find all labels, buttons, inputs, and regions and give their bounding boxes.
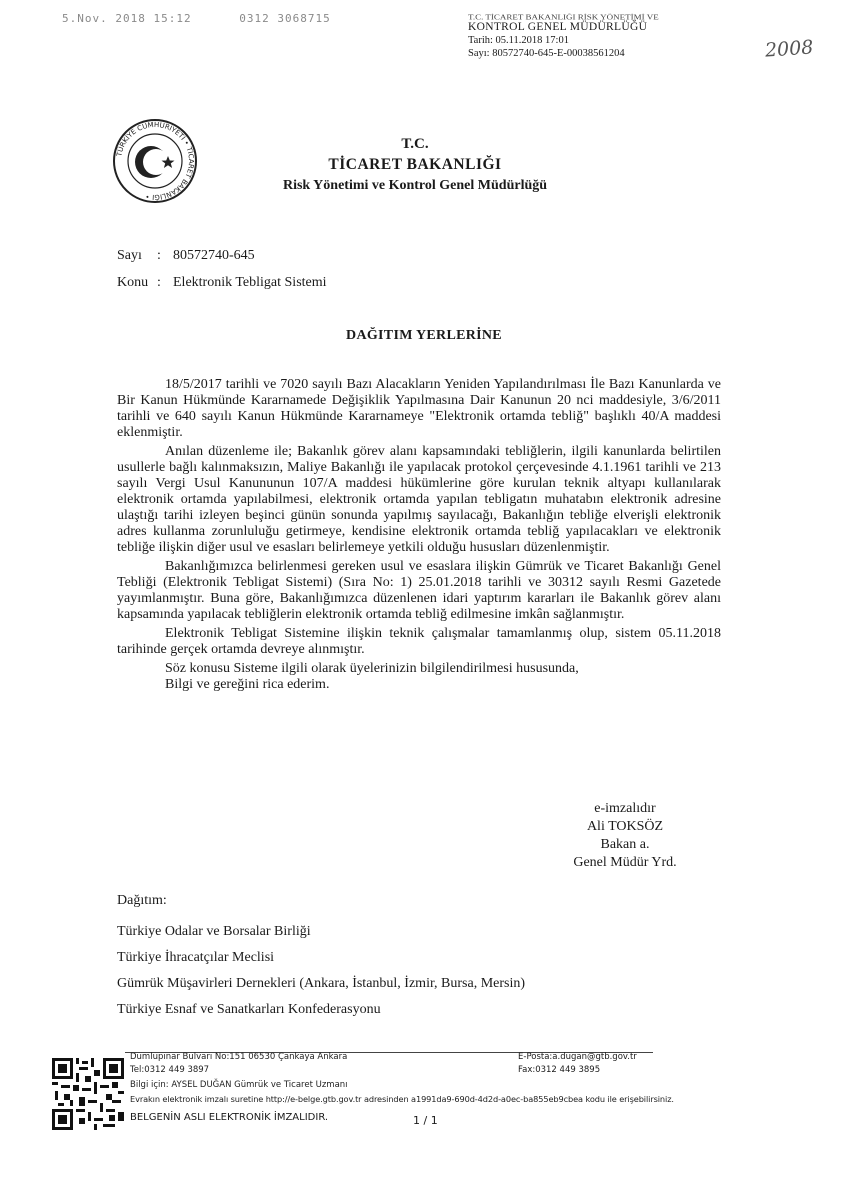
distribution-item: Gümrük Müşavirleri Dernekleri (Ankara, İstanbul, İzmir, Bursa, Mersin) (117, 976, 526, 991)
reference-label: Sayı (117, 248, 142, 263)
footer-email: E-Posta:a.dugan@gtb.gov.tr (518, 1052, 637, 1062)
distribution-item: Türkiye Odalar ve Borsalar Birliği (117, 924, 311, 939)
closing-line: Bilgi ve gereğini rica ederim. (165, 677, 330, 692)
signatory-title: Genel Müdür Yrd. (573, 855, 677, 870)
fax-date: 5.Nov. 2018 15:12 (62, 12, 192, 25)
distribution-item: Türkiye İhracatçılar Meclisi (117, 950, 275, 965)
body-paragraph: Bakanlığımızca belirlenmesi gereken usul ve esaslara ilişkin Gümrük ve Ticaret Bakanlığı Genel Tebliği (Elektronik Tebligat Sistemi) (Sıra No: 1) 25.01.2018 tarihli ve 30312 sayılı Resmi Gazetede yayımlanmıştır. Buna göre, Bakanlığımızca düzenlenen idari yaptırım kararları ile Bakanlık görev alanı kapsamında yapılacak tebliğlerin elektronik ortamda tebliğ edilmesine imkân sağlanmıştır. (117, 559, 721, 622)
fax-number: 0312 3068715 (239, 12, 331, 25)
subject-row: Konu : Elektronik Tebligat Sistemi (117, 275, 327, 290)
stamp-number: Sayı: 80572740-645-E-00038561204 (468, 48, 625, 59)
handwritten-note: 2008 (764, 36, 815, 62)
distribution-item: Türkiye Esnaf ve Sanatkarları Konfederasyonu (117, 1002, 381, 1017)
svg-text:TÜRKİYE CUMHURİYETİ • TİCARET: TÜRKİYE CUMHURİYETİ • TİCARET BAKANLIĞI • (115, 120, 196, 202)
ministry-seal-icon (112, 118, 198, 204)
signature-block (560, 800, 690, 872)
body-paragraph: Elektronik Tebligat Sistemine ilişkin teknik çalışmalar tamamlanmış olup, sistem 05.11.2018 tarihinde gerçek ortamda devreye alınmıştır. (117, 626, 721, 657)
signatory-name: Ali TOKSÖZ (586, 819, 664, 834)
recipient-title: DAĞITIM YERLERİNE (346, 328, 502, 343)
stamp-org: KONTROL GENEL MÜDÜRLÜĞÜ (468, 21, 648, 33)
stamp-cut-line: T.C. TİCARET BAKANLIĞI RİSK YÖNETİMİ VE (468, 13, 659, 21)
registry-stamp (468, 13, 659, 60)
body-paragraph: Anılan düzenleme ile; Bakanlık görev alanı kapsamındaki tebliğlerin, ilgili kanunlarda belirtilen usullerle bağlı kalınmaksızın, Maliye Bakanlığı ile yapılacak protokol çerçevesinde 4.1.1961 tarihli ve 213 sayılı Vergi Usul Kanununun 107/A maddesi hükümlerine göre kurulan teknik altyapı kullanılarak elektronik ortamda yapılabilmesi, elektronik ortamda yapılan tebligatın muhatabın elektronik adresine ulaştığı tarihi izleyen beşinci günün sonunda yapılmış sayılacağı, Bakanlığın tebliğe elverişli elektronik adres kullanma zorunluluğu getirmeye, kendisine elektronik ortamda tebliğ yapılacakları ve elektronik tebliğe ilişkin diğer usul ve esasları belirlemeye yetkili olduğu hususları düzenlenmiştir. (117, 444, 721, 555)
e-sign-note: e-imzalıdır (594, 801, 656, 816)
heading-tc: T.C. (401, 136, 429, 152)
subject-label: Konu (117, 275, 149, 290)
stamp-date: Tarih: 05.11.2018 17:01 (468, 35, 569, 46)
heading-directorate: Risk Yönetimi ve Kontrol Genel Müdürlüğü (282, 178, 548, 193)
page-number: 1 / 1 (413, 1114, 438, 1127)
qr-code-icon (52, 1058, 124, 1130)
footer-address: Dumlupınar Bulvarı No:151 06530 Çankaya Ankara (130, 1052, 348, 1062)
signatory-on-behalf: Bakan a. (600, 837, 650, 852)
footer-fax: Fax:0312 449 3895 (518, 1065, 601, 1075)
distribution-heading: Dağıtım: (117, 893, 167, 908)
reference-value: 80572740-645 (173, 248, 255, 263)
fax-transmission-header (62, 12, 371, 25)
footer-phone: Tel:0312 449 3897 (130, 1065, 210, 1075)
footer-contact: Bilgi için: AYSEL DUĞAN Gümrük ve Ticaret Uzmanı (130, 1080, 348, 1090)
letter-body (117, 377, 721, 693)
document-heading (250, 134, 580, 196)
distribution-list (117, 893, 525, 1023)
closing-line: Söz konusu Sisteme ilgili olarak üyelerinizin bilgilendirilmesi hususunda, (165, 661, 579, 676)
footer-original-note: BELGENİN ASLI ELEKTRONİK İMZALIDIR. (130, 1112, 329, 1123)
body-paragraph: 18/5/2017 tarihli ve 7020 sayılı Bazı Alacakların Yeniden Yapılandırılması İle Bazı Kanunlarda ve Bir Kanun Hükmünde Kararnamede Değişiklik Yapılmasına Dair Kanunun 20 nci maddesiyle, 3/6/2011 tarihli ve 640 sayılı Kanun Hükmünde Kararnameye "Elektronik ortamda tebliğ" başlıklı 40/A maddesi eklenmiştir. (117, 377, 721, 440)
reference-number-row: Sayı : 80572740-645 (117, 248, 255, 263)
footer-verification: Evrakın elektronik imzalı suretine http://e-belge.gtb.gov.tr adresinden a1991da9-690d-4d2d-a0ec-ba855eb9cbea kodu ile erişebilirsiniz. (130, 1094, 674, 1104)
subject-value: Elektronik Tebligat Sistemi (173, 275, 327, 290)
heading-ministry: TİCARET BAKANLIĞI (328, 156, 502, 173)
